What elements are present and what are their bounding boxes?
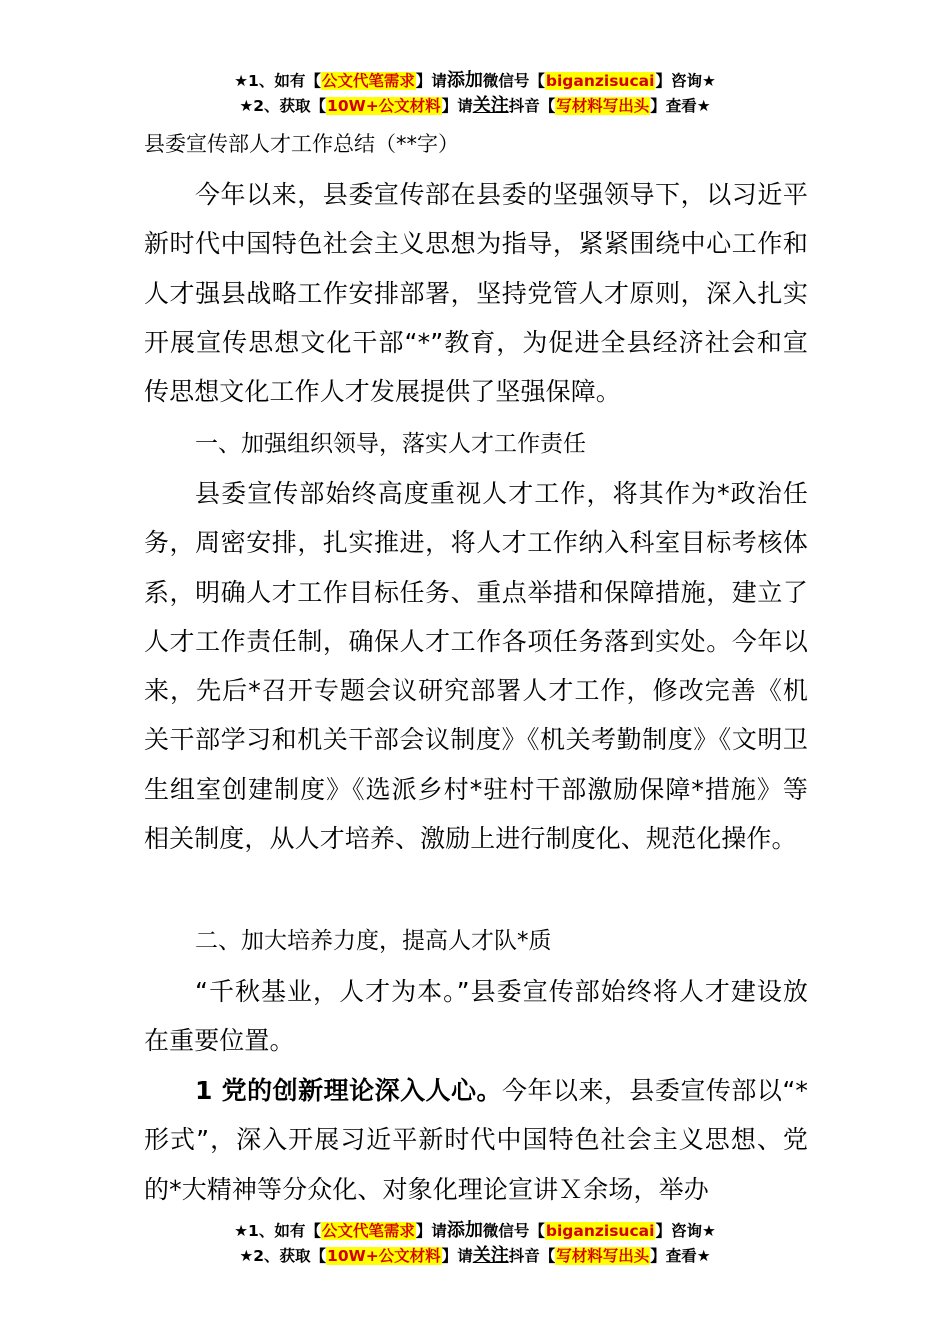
- banner-text: 】查看★: [650, 1247, 711, 1265]
- section1-heading: 一、加强组织领导，落实人才工作责任: [195, 431, 586, 457]
- banner-highlight: biganzisucai: [545, 1222, 655, 1240]
- banner-text: 微信号【: [482, 72, 545, 90]
- banner-emphasis: 关注: [472, 95, 509, 116]
- promo-banner-top-line1: [0, 68, 950, 94]
- document-title: 县委宣传部人才工作总结（**字）: [144, 132, 459, 156]
- banner-text: 抖音【: [508, 1247, 556, 1265]
- banner-text: 】查看★: [650, 97, 711, 115]
- promo-banner-top-line2: [0, 93, 950, 119]
- banner-text: 】咨询★: [655, 1222, 716, 1240]
- item1-paragraph: [144, 1066, 808, 1214]
- section1-paragraph: 县委宣传部始终高度重视人才工作，将其作为*政治任务，周密安排，扎实推进，将人才工作纳入科室目标考核体系，明确人才工作目标任务、重点举措和保障措施，建立了人才工作责任制，确保人才工作各项任务落到实处。今年以来，先后*召开专题会议研究部署人才工作，修改完善《机关干部学习和机关干部会议制度》《机关考勤制度》《文明卫生组室创建制度》《选派乡村*驻村干部激励保障*措施》等相关制度，从人才培养、激励上进行制度化、规范化操作。: [144, 479, 808, 854]
- banner-highlight: 公文代笔需求: [321, 1222, 415, 1240]
- banner-text: 】咨询★: [655, 72, 716, 90]
- banner-text: ★2、获取【: [239, 1247, 327, 1265]
- banner-text: 】请: [441, 97, 473, 115]
- banner-highlight: 写材料写出头: [556, 97, 650, 115]
- item1-bold-lead: 1 党的创新理论深入人心。: [195, 1076, 503, 1105]
- banner-text: ★1、如有【: [234, 72, 321, 90]
- banner-highlight: 写材料写出头: [556, 1247, 650, 1265]
- banner-emphasis: 关注: [472, 1245, 509, 1266]
- promo-banner-bottom-line2: [0, 1243, 950, 1269]
- intro-paragraph: 今年以来，县委宣传部在县委的坚强领导下，以习近平新时代中国特色社会主义思想为指导，紧紧围绕中心工作和人才强县战略工作安排部署，坚持党管人才原则，深入扎实开展宣传思想文化干部“*”教育，为促进全县经济社会和宣传思想文化工作人才发展提供了坚强保障。: [144, 180, 808, 407]
- banner-highlight: 公文代笔需求: [321, 72, 415, 90]
- banner-text: 】请: [441, 1247, 473, 1265]
- promo-banner-bottom-line1: [0, 1218, 950, 1244]
- banner-highlight: 10W+公文材料: [327, 97, 441, 115]
- section2-paragraph: “千秋基业，人才为本。”县委宣传部始终将人才建设放在重要位置。: [144, 977, 808, 1056]
- banner-text: 】请: [415, 1222, 447, 1240]
- banner-text: 】请: [415, 72, 447, 90]
- banner-highlight: 10W+公文材料: [327, 1247, 441, 1265]
- banner-emphasis: 添加: [446, 1220, 483, 1241]
- banner-emphasis: 添加: [446, 70, 483, 91]
- item1-body: 今年以来，县委宣传部以“*形式”，深入开展习近平新时代中国特色社会主义思想、党的*大精神等分众化、对象化理论宣讲Ｘ余场，举办: [144, 1076, 808, 1204]
- banner-text: ★1、如有【: [234, 1222, 321, 1240]
- section2-heading: 二、加大培养力度，提高人才队*质: [195, 928, 552, 954]
- banner-text: 抖音【: [508, 97, 556, 115]
- banner-text: 微信号【: [482, 1222, 545, 1240]
- banner-text: ★2、获取【: [239, 97, 327, 115]
- banner-highlight: biganzisucai: [545, 72, 655, 90]
